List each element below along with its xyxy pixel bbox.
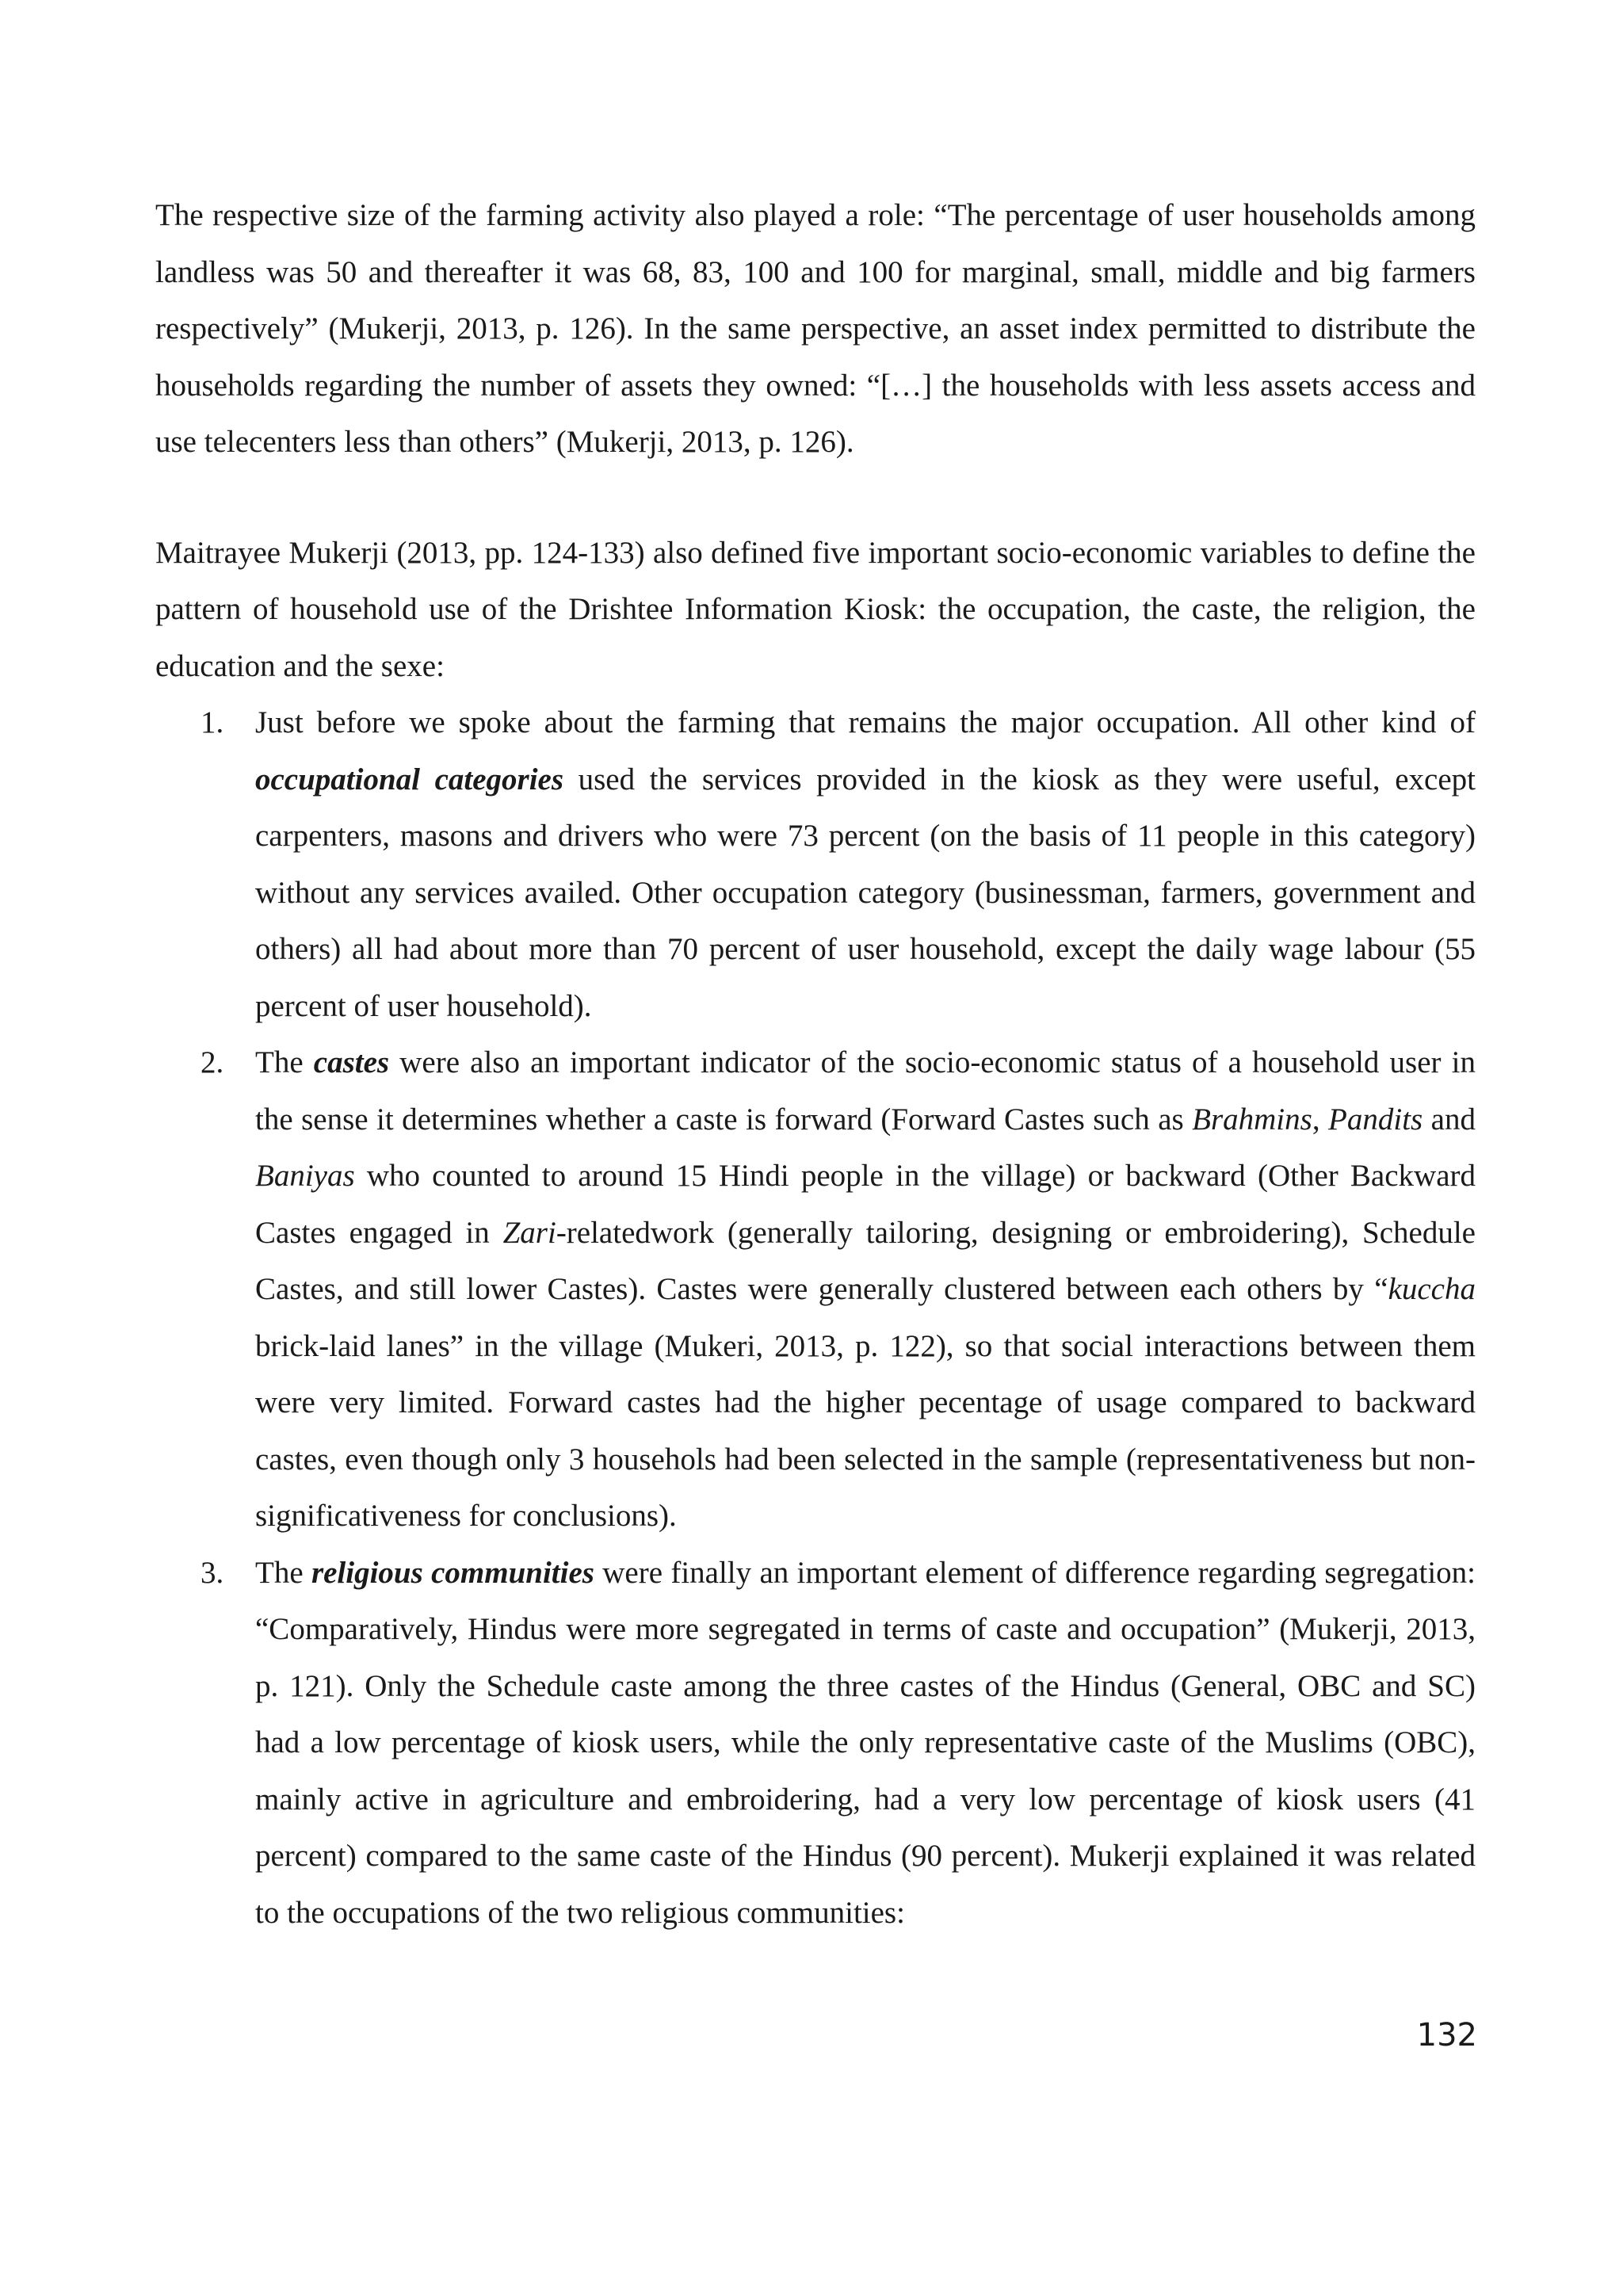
italic-term: Zari — [502, 1215, 556, 1250]
list-item-religious-communities: 3. The religious communities were finally an important element of difference regarding segregation: “Comparatively, Hindus were more segregated in terms of caste and occupation” (Mukerji, 2013, p. 121). Only the Schedule caste among the three castes of the Hindus (General, OBC and SC) had a low percentage of kiosk users, while the only representative caste of the Muslims (OBC), mainly active in agriculture and embroidering, had a very low percentage of kiosk users (41 percent) compared to the same caste of the Hindus (90 percent). Mukerji explained it was related to the occupations of the two religious communities: — [155, 1545, 1476, 1942]
italic-term: Brahmins — [1192, 1102, 1312, 1137]
list-number: 1. — [200, 705, 224, 739]
list-number: 3. — [200, 1555, 224, 1590]
document-page — [155, 187, 1476, 1941]
italic-term: Pandits — [1328, 1102, 1423, 1137]
paragraph-farming-size: The respective size of the farming activity also played a role: “The percentage of user households among landless was 50 and thereafter it was 68, 83, 100 and 100 for marginal, small, middle and big farmers respectively” (Mukerji, 2013, p. 126). In the same perspective, an asset index permitted to distribute the households regarding the number of assets they owned: “[…] the households with less assets access and use telecenters less than others” (Mukerji, 2013, p. 126). — [155, 198, 1476, 459]
italic-term: Baniyas — [255, 1159, 355, 1193]
page-number: 132 — [1416, 2017, 1477, 2053]
variables-list — [155, 694, 1476, 1941]
emphasis-term: castes — [313, 1045, 390, 1079]
paragraph-gap — [155, 471, 1476, 525]
list-number: 2. — [200, 1045, 224, 1079]
list-item-castes: 2. The castes were also an important indicator of the socio-economic status of a household user in the sense it determines whether a caste is forward (Forward Castes such as Brahmins, Pandits and Baniyas who counted to around 15 Hindi people in the village) or backward (Other Backward Castes engaged in Zari-relatedwork (generally tailoring, designing or embroidering), Schedule Castes, and still lower Castes). Castes were generally clustered between each others by “kuccha brick-laid lanes” in the village (Mukeri, 2013, p. 122), so that social interactions between them were very limited. Forward castes had the higher pecentage of usage compared to backward castes, even though only 3 househols had been selected in the sample (representativeness but non-significativeness for conclusions). — [155, 1034, 1476, 1545]
emphasis-term: religious communities — [311, 1555, 594, 1590]
emphasis-term: occupational categories — [255, 762, 564, 797]
paragraph-socio-economic-variables: Maitrayee Mukerji (2013, pp. 124-133) also defined five important socio-economic variables to define the pattern of household use of the Drishtee Information Kiosk: the occupation, the caste, the religion, the education and the sexe: — [155, 535, 1476, 683]
italic-term: kuccha — [1388, 1272, 1476, 1306]
list-item-occupation: 1. Just before we spoke about the farming that remains the major occupation. All other kind of occupational categories used the services provided in the kiosk as they were useful, except carpenters, masons and drivers who were 73 percent (on the basis of 11 people in this category) without any services availed. Other occupation category (businessman, farmers, government and others) all had about more than 70 percent of user household, except the daily wage labour (55 percent of user household). — [155, 694, 1476, 1034]
